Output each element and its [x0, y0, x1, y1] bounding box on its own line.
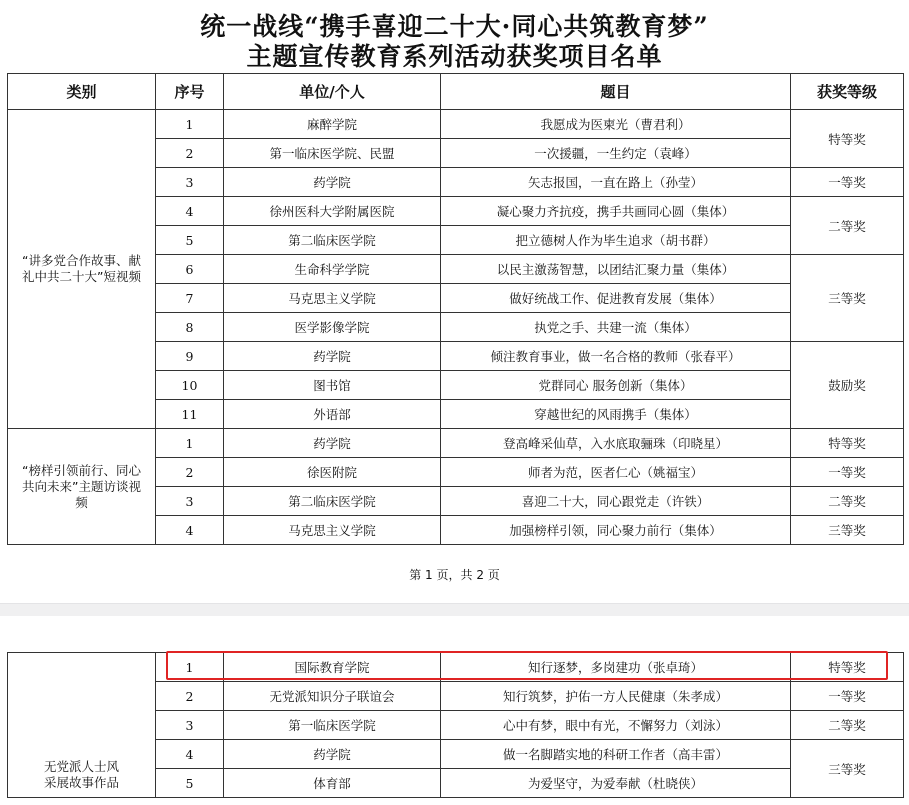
- row-number: 8: [156, 313, 224, 342]
- row-topic: 喜迎二十大，同心跟党走（许铁）: [441, 487, 791, 516]
- row-number: 9: [156, 342, 224, 371]
- title-line-2: 主题宣传教育系列活动获奖项目名单: [246, 42, 663, 71]
- row-topic: 党群同心 服务创新（集体）: [441, 371, 791, 400]
- row-unit: 国际教育学院: [224, 653, 441, 682]
- row-unit: 第一临床医学院、民盟: [224, 139, 441, 168]
- row-number: 7: [156, 284, 224, 313]
- row-number: 4: [156, 197, 224, 226]
- row-number: 2: [156, 682, 224, 711]
- row-number: 3: [156, 487, 224, 516]
- row-number: 3: [156, 711, 224, 740]
- row-unit: 第一临床医学院: [224, 711, 441, 740]
- row-topic: 矢志报国，一直在路上（孙莹）: [441, 168, 791, 197]
- row-number: 2: [156, 458, 224, 487]
- row-award: 三等奖: [791, 740, 904, 798]
- row-topic: 把立德树人作为毕生追求（胡书群）: [441, 226, 791, 255]
- row-award: 三等奖: [791, 255, 904, 342]
- row-topic: 穿越世纪的风雨携手（集体）: [441, 400, 791, 429]
- awards-table-page1: [7, 73, 904, 545]
- row-number: 10: [156, 371, 224, 400]
- row-unit: 徐州医科大学附属医院: [224, 197, 441, 226]
- row-award: 特等奖: [791, 110, 904, 168]
- title-line-1: 统一战线“携手喜迎二十大·同心共筑教育梦”: [200, 12, 709, 41]
- row-unit: 生命科学学院: [224, 255, 441, 284]
- row-unit: 马克思主义学院: [224, 284, 441, 313]
- row-number: 2: [156, 139, 224, 168]
- row-number: 1: [156, 429, 224, 458]
- row-topic: 登高峰采仙草，入水底取骊珠（印晓星）: [441, 429, 791, 458]
- highlight-box: [166, 651, 888, 680]
- header-award: 获奖等级: [791, 74, 904, 110]
- category-cell: “榜样引领前行、同心共向未来”主题访谈视频: [8, 429, 156, 545]
- row-unit: 药学院: [224, 342, 441, 371]
- row-number: 4: [156, 740, 224, 769]
- row-award: 一等奖: [791, 682, 904, 711]
- row-unit: 药学院: [224, 168, 441, 197]
- row-number: 6: [156, 255, 224, 284]
- row-topic: 师者为范，医者仁心（姚福宝）: [441, 458, 791, 487]
- row-topic: 心中有梦，眼中有光，不懈努力（刘泳）: [441, 711, 791, 740]
- row-award: 特等奖: [791, 429, 904, 458]
- row-unit: 麻醉学院: [224, 110, 441, 139]
- row-unit: 医学影像学院: [224, 313, 441, 342]
- row-award: 二等奖: [791, 197, 904, 255]
- row-award: 一等奖: [791, 168, 904, 197]
- category-cell: “讲多党合作故事、献礼中共二十大”短视频: [8, 110, 156, 429]
- row-number: 4: [156, 516, 224, 545]
- header-number: 序号: [156, 74, 224, 110]
- row-unit: 第二临床医学院: [224, 487, 441, 516]
- row-award: 三等奖: [791, 516, 904, 545]
- row-number: 11: [156, 400, 224, 429]
- row-unit: 药学院: [224, 429, 441, 458]
- row-topic: 加强榜样引领，同心聚力前行（集体）: [441, 516, 791, 545]
- row-topic: 做一名脚踏实地的科研工作者（高丰雷）: [441, 740, 791, 769]
- row-topic: 以民主激荡智慧，以团结汇聚力量（集体）: [441, 255, 791, 284]
- header-category: 类别: [8, 74, 156, 110]
- page-separator: [0, 603, 909, 616]
- row-unit: 外语部: [224, 400, 441, 429]
- row-topic: 凝心聚力齐抗疫，携手共画同心圆（集体）: [441, 197, 791, 226]
- row-topic: 倾注教育事业，做一名合格的教师（张春平）: [441, 342, 791, 371]
- row-award: 一等奖: [791, 458, 904, 487]
- row-number: 1: [156, 653, 224, 682]
- row-topic: 为爱坚守，为爱奉献（杜晓侠）: [441, 769, 791, 798]
- table-row: [8, 429, 904, 458]
- row-topic: 一次援疆，一生约定（袁峰）: [441, 139, 791, 168]
- row-unit: 无党派知识分子联谊会: [224, 682, 441, 711]
- row-award: 二等奖: [791, 711, 904, 740]
- row-award: 鼓励奖: [791, 342, 904, 429]
- row-unit: 第二临床医学院: [224, 226, 441, 255]
- row-unit: 徐医附院: [224, 458, 441, 487]
- row-unit: 图书馆: [224, 371, 441, 400]
- table-row: [8, 110, 904, 139]
- header-topic: 题目: [441, 74, 791, 110]
- row-number: 5: [156, 769, 224, 798]
- row-topic: 知行筑梦，护佑一方人民健康（朱孝成）: [441, 682, 791, 711]
- category-cell: 无党派人士风采展故事作品: [8, 653, 156, 798]
- row-unit: 体育部: [224, 769, 441, 798]
- row-topic: 做好统战工作、促进教育发展（集体）: [441, 284, 791, 313]
- row-unit: 药学院: [224, 740, 441, 769]
- row-award: 二等奖: [791, 487, 904, 516]
- header-unit: 单位/个人: [224, 74, 441, 110]
- row-topic: 我愿成为医柬光（曹君利）: [441, 110, 791, 139]
- row-award: 特等奖: [791, 653, 904, 682]
- row-unit: 马克思主义学院: [224, 516, 441, 545]
- row-topic: 执党之手、共建一流（集体）: [441, 313, 791, 342]
- page-footer: 第 1 页，共 2 页: [409, 568, 500, 582]
- row-number: 5: [156, 226, 224, 255]
- row-topic: 知行逐梦，多岗建功（张卓琦）: [441, 653, 791, 682]
- row-number: 3: [156, 168, 224, 197]
- row-number: 1: [156, 110, 224, 139]
